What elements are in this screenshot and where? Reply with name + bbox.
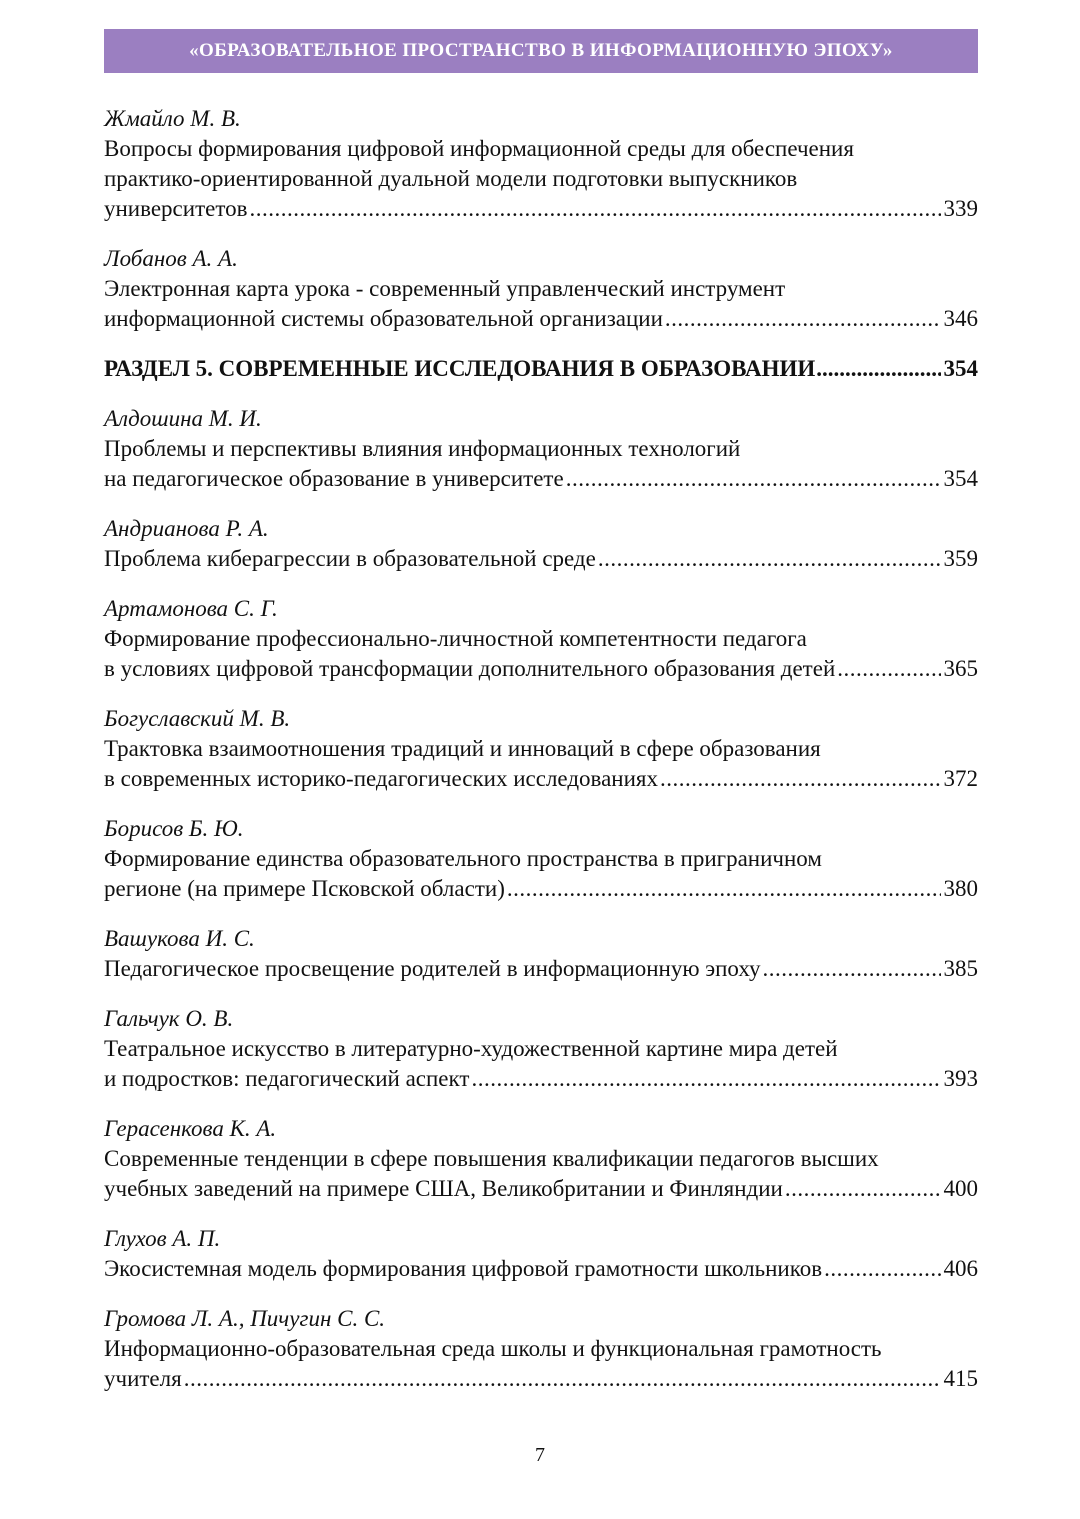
dot-leader — [507, 874, 941, 904]
dot-leader — [598, 544, 941, 574]
entry-page-number: 359 — [943, 546, 978, 571]
entry-page-number: 339 — [943, 196, 978, 221]
toc-entry[interactable] — [104, 1304, 978, 1394]
entry-title-end: на педагогическое образование в университете — [104, 466, 564, 491]
entry-author: Гальчук О. В. — [104, 1006, 234, 1031]
entry-title-line: Формирование единства образовательного пространства в приграничном — [104, 846, 822, 871]
table-of-contents — [104, 104, 978, 1414]
entry-last-line — [104, 954, 978, 984]
entry-title-line: Трактовка взаимоотношения традиций и инноваций в сфере образования — [104, 736, 821, 761]
entry-last-line — [104, 764, 978, 794]
entry-page-number: 385 — [943, 956, 978, 981]
entry-author: Вашукова И. С. — [104, 926, 255, 951]
dot-leader — [763, 954, 941, 984]
section-page-number: 354 — [943, 356, 978, 381]
toc-entry[interactable] — [104, 704, 978, 794]
toc-entry[interactable] — [104, 1114, 978, 1204]
entry-author: Борисов Б. Ю. — [104, 816, 244, 841]
entry-title-end: информационной системы образовательной организации — [104, 306, 663, 331]
entry-title-end: учителя — [104, 1366, 182, 1391]
entry-title-line: Информационно-образовательная среда школы и функциональная грамотность — [104, 1336, 882, 1361]
dot-leader — [471, 1064, 940, 1094]
entry-title-line: Проблемы и перспективы влияния информационных технологий — [104, 436, 741, 461]
entry-title-end: университетов — [104, 196, 248, 221]
dot-leader — [566, 464, 941, 494]
entry-page-number: 346 — [943, 306, 978, 331]
toc-entry[interactable] — [104, 104, 978, 224]
toc-entry[interactable] — [104, 1004, 978, 1094]
entry-title-line: Вопросы формирования цифровой информационной среды для обеспечения — [104, 136, 854, 161]
entry-author: Алдошина М. И. — [104, 406, 262, 431]
entry-last-line — [104, 1064, 978, 1094]
entry-title-line: Электронная карта урока - современный управленческий инструмент — [104, 276, 786, 301]
toc-entry[interactable] — [104, 404, 978, 494]
toc-entry[interactable] — [104, 1224, 978, 1284]
entry-last-line — [104, 874, 978, 904]
entry-title-end: и подростков: педагогический аспект — [104, 1066, 470, 1091]
entry-page-number: 372 — [943, 766, 978, 791]
dot-leader — [785, 1174, 941, 1204]
dot-leader — [249, 194, 940, 224]
entry-title-end: Педагогическое просвещение родителей в информационную эпоху — [104, 956, 761, 981]
entry-title-line: Формирование профессионально-личностной компетентности педагога — [104, 626, 807, 651]
entry-last-line — [104, 1364, 978, 1394]
header-band — [104, 29, 978, 73]
entry-page-number: 365 — [943, 656, 978, 681]
header-title: «ОБРАЗОВАТЕЛЬНОЕ ПРОСТРАНСТВО В ИНФОРМАЦИОННУЮ ЭПОХУ» — [189, 40, 893, 61]
entry-last-line — [104, 544, 978, 574]
entry-author: Богуславский М. В. — [104, 706, 291, 731]
entry-page-number: 393 — [943, 1066, 978, 1091]
entry-page-number: 354 — [943, 466, 978, 491]
entry-page-number: 406 — [943, 1256, 978, 1281]
entry-title-end: в современных историко-педагогических исследованиях — [104, 766, 658, 791]
toc-entry[interactable] — [104, 244, 978, 334]
entry-title-end: Проблема киберагрессии в образовательной среде — [104, 546, 596, 571]
entry-title-end: в условиях цифровой трансформации дополнительного образования детей — [104, 656, 836, 681]
entry-page-number: 380 — [943, 876, 978, 901]
entry-title-line: практико-ориентированной дуальной модели подготовки выпускников — [104, 166, 798, 191]
entry-title-end: учебных заведений на примере США, Великобритании и Финляндии — [104, 1176, 783, 1201]
entry-title-line: Театральное искусство в литературно-художественной картине мира детей — [104, 1036, 838, 1061]
entry-last-line — [104, 304, 978, 334]
entry-author: Лобанов А. А. — [104, 246, 238, 271]
dot-leader — [816, 354, 940, 384]
page-number: 7 — [535, 1444, 545, 1466]
entry-author: Андрианова Р. А. — [104, 516, 269, 541]
entry-last-line — [104, 654, 978, 684]
toc-entry[interactable] — [104, 514, 978, 574]
entry-title-line: Современные тенденции в сфере повышения квалификации педагогов высших — [104, 1146, 879, 1171]
entry-author: Артамонова С. Г. — [104, 596, 278, 621]
dot-leader — [824, 1254, 940, 1284]
section-title: РАЗДЕЛ 5. СОВРЕМЕННЫЕ ИССЛЕДОВАНИЯ В ОБРАЗОВАНИИ — [104, 356, 816, 381]
entry-page-number: 415 — [943, 1366, 978, 1391]
toc-entry[interactable] — [104, 814, 978, 904]
entry-author: Жмайло М. В. — [104, 106, 241, 131]
entry-author: Глухов А. П. — [104, 1226, 221, 1251]
entry-last-line — [104, 464, 978, 494]
entry-author: Герасенкова К. А. — [104, 1116, 277, 1141]
toc-entry[interactable] — [104, 924, 978, 984]
entry-page-number: 400 — [943, 1176, 978, 1201]
dot-leader — [184, 1364, 941, 1394]
section-heading[interactable] — [104, 354, 978, 384]
entry-last-line — [104, 194, 978, 224]
entry-title-end: регионе (на примере Псковской области) — [104, 876, 505, 901]
entry-last-line — [104, 1254, 978, 1284]
dot-leader — [660, 764, 941, 794]
dot-leader — [665, 304, 941, 334]
dot-leader — [837, 654, 940, 684]
entry-title-end: Экосистемная модель формирования цифровой грамотности школьников — [104, 1256, 823, 1281]
entry-last-line — [104, 1174, 978, 1204]
toc-entry[interactable] — [104, 594, 978, 684]
entry-author: Громова Л. А., Пичугин С. С. — [104, 1306, 386, 1331]
